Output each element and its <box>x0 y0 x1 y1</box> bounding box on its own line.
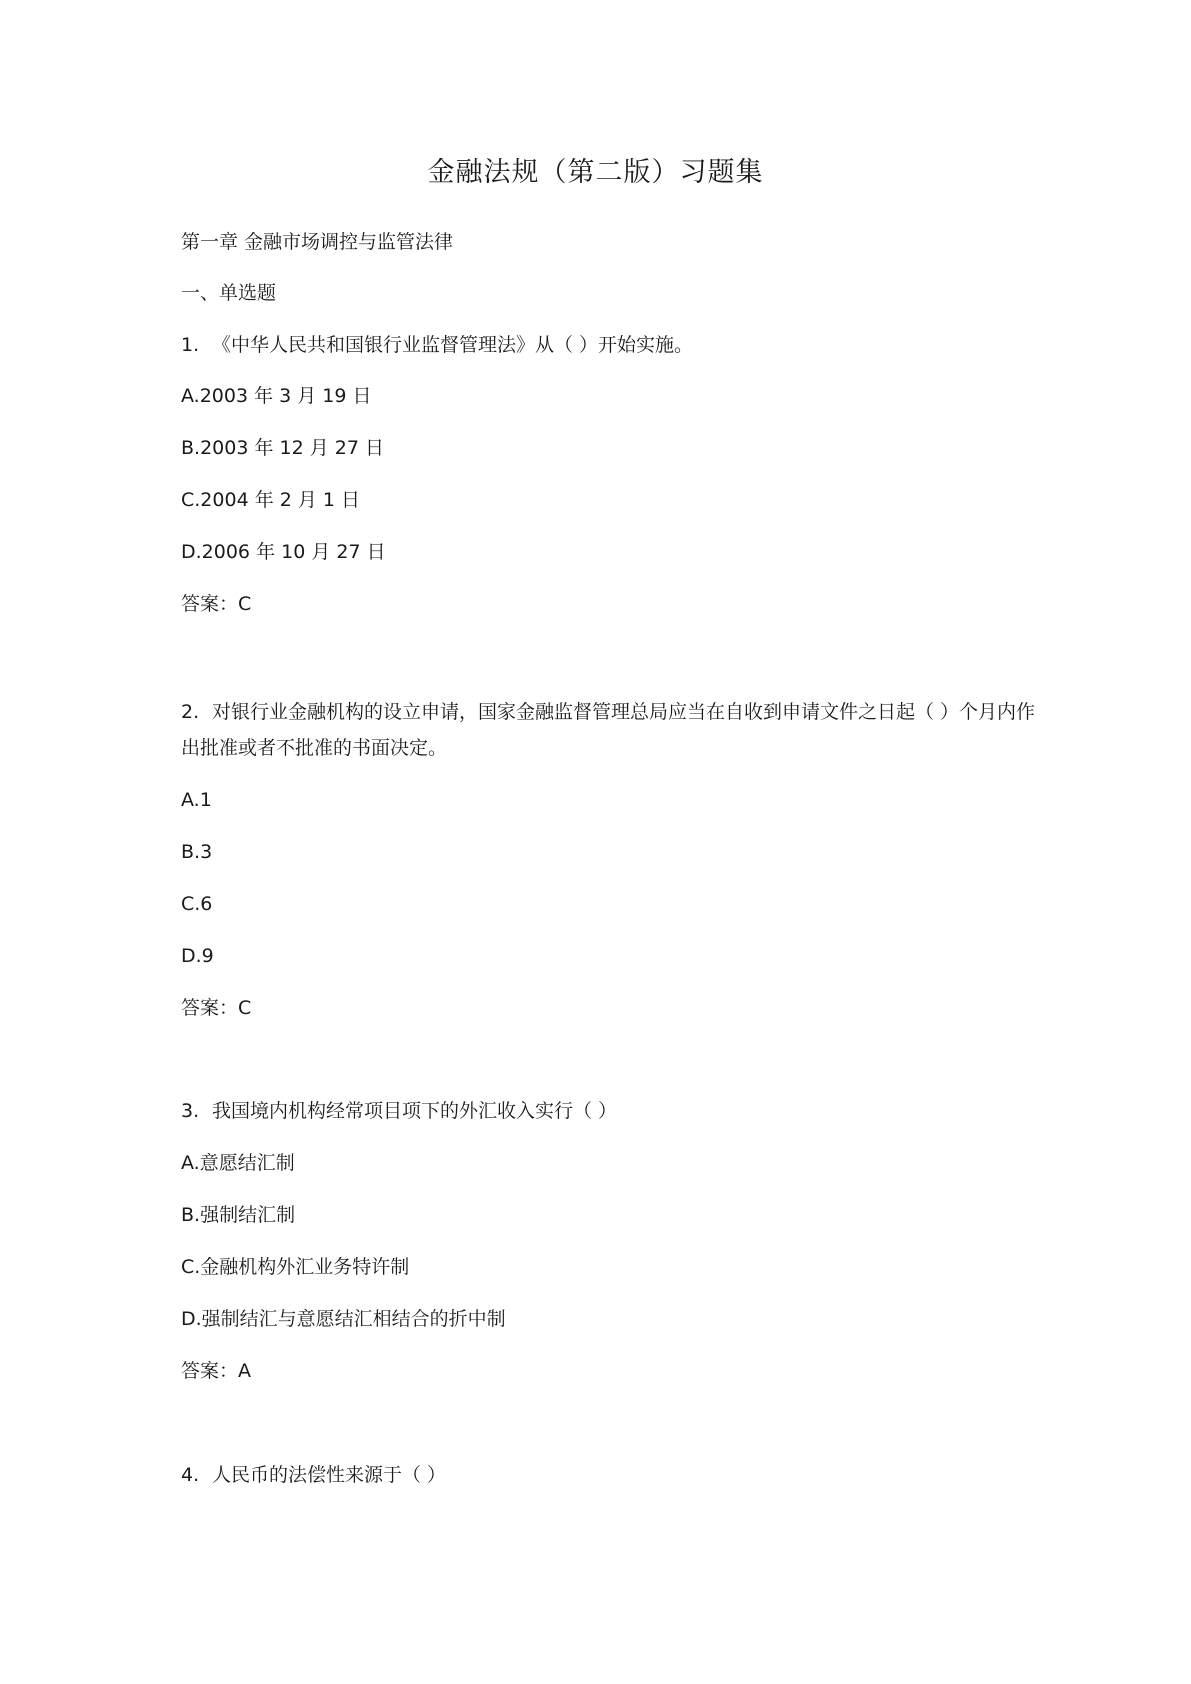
question-stem: 人民币的法偿性来源于（ ） <box>212 1464 447 1486</box>
question-stem: 《中华人民共和国银行业监督管理法》从（ ）开始实施。 <box>212 334 694 356</box>
option-d: D.强制结汇与意愿结汇相结合的折中制 <box>181 1308 506 1330</box>
document-title: 金融法规（第二版）习题集 <box>427 157 764 188</box>
answer: 答案：A <box>181 1360 251 1382</box>
chapter-heading: 第一章 金融市场调控与监管法律 <box>181 231 454 253</box>
question-stem: 对银行业金融机构的设立申请，国家金融监督管理总局应当在自收到申请文件之日起（ ）个月内作出批准或者不批准的书面决定。 <box>181 701 1036 759</box>
option-a: A.意愿结汇制 <box>181 1152 295 1174</box>
option-c: C.2004 年 2 月 1 日 <box>181 489 361 511</box>
question-1 <box>181 331 693 359</box>
question-number: 1. <box>181 334 200 356</box>
question-number: 3. <box>181 1100 200 1122</box>
answer: 答案：C <box>181 997 252 1019</box>
question-number: 2. <box>181 701 200 723</box>
option-a: A.2003 年 3 月 19 日 <box>181 385 372 407</box>
question-stem: 我国境内机构经常项目项下的外汇收入实行（ ） <box>212 1100 618 1122</box>
question-4 <box>181 1461 446 1489</box>
option-d: D.9 <box>181 945 214 967</box>
option-a: A.1 <box>181 789 212 811</box>
question-2 <box>181 694 1041 766</box>
option-d: D.2006 年 10 月 27 日 <box>181 541 386 563</box>
option-b: B.2003 年 12 月 27 日 <box>181 437 384 459</box>
option-c: C.6 <box>181 893 213 915</box>
answer: 答案：C <box>181 593 252 615</box>
option-b: B.3 <box>181 841 213 863</box>
option-c: C.金融机构外汇业务特许制 <box>181 1256 410 1278</box>
section-heading: 一、单选题 <box>181 282 277 304</box>
option-b: B.强制结汇制 <box>181 1204 296 1226</box>
question-number: 4. <box>181 1464 200 1486</box>
question-3 <box>181 1097 617 1125</box>
